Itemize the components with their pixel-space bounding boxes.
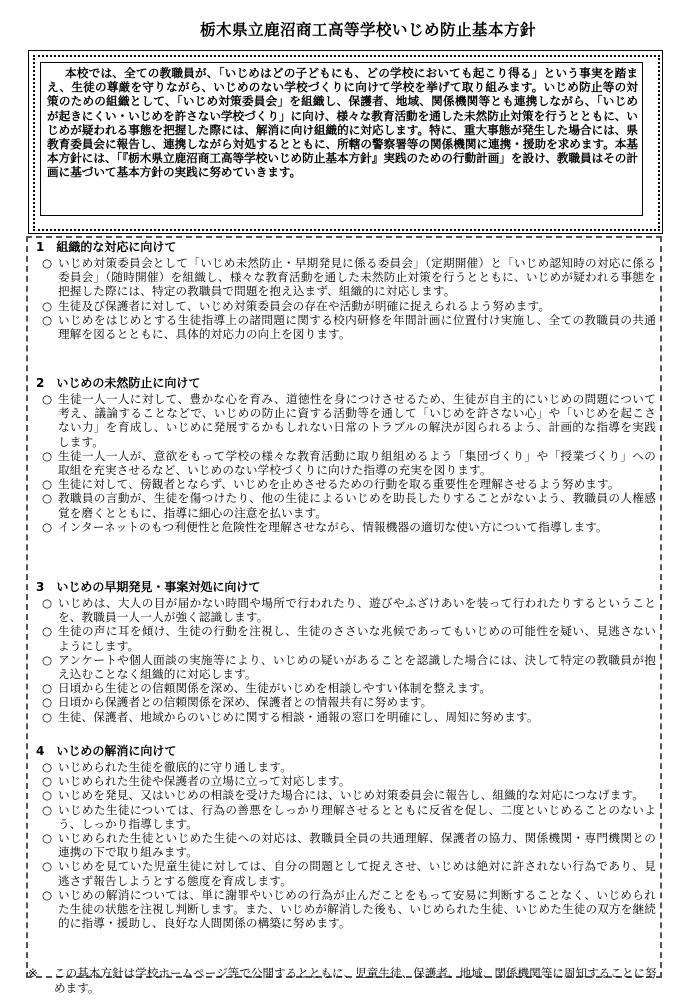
section-4 (36, 744, 656, 930)
list-item: ○ いじめた生徒については、行為の善悪をしっかり理解させるとともに反省を促し、二度といじめることのないよう、しっかり指導します。 (36, 803, 656, 831)
intro-text: 本校では、全ての教職員が、「いじめはどの子どもにも、どの学校においても起こり得る」という事実を踏まえ、生徒の尊厳を守りながら、いじめのない学校づくりに向けて学校を挙げて取り組みます。いじめ防止等の対策のための組織として、「いじめ対策委員会」を組織し、保護者、地域、関係機関等とも連携しながら、「いじめが起きにくい・いじめを許さない学校づくり」に向け、様々な教育活動を通した未然防止対策を行うとともに、いじめが疑われる事態を把握した際には、解消に向け組織的に対応します。特に、重大事態が発生した場合には、県教育委員会に報告し、連携しながら対処するとともに、所轄の警察署等の関係機関に連携・援助を求めます。本基本方針には、「『栃木県立鹿沼商工高等学校いじめ防止基本方針』実践のための行動計画」を設け、教職員はその計画に基づいて基本方針の実践に努めていきます。 (47, 66, 638, 180)
section-heading: 3 いじめの早期発見・事案対処に向けて (36, 580, 261, 594)
bullet-circle-icon: ○ (42, 477, 53, 492)
section-heading: 2 いじめの未然防止に向けて (36, 376, 201, 390)
list-item: ○ いじめをはじめとする生徒指導上の諸問題に関する校内研修を年間計画に位置付け実施し、全ての教職員の共通理解を図るとともに、具体的対応力の向上を図ります。 (36, 313, 656, 341)
bullet-circle-icon: ○ (42, 760, 53, 774)
section-heading: 1 組織的な対応に向けて (36, 240, 177, 254)
bullet-circle-icon: ○ (42, 709, 53, 724)
list-item: ○ 生徒の声に耳を傾け、生徒の行動を注視し、生徒のささいな兆候であってもいじめの可能性を疑い、見逃さないようにします。 (36, 624, 656, 652)
bullet-circle-icon: ○ (42, 652, 53, 667)
list-item: ○ 生徒一人一人が、意欲をもって学校の様々な教育活動に取り組組めるよう「集団づくり」や「授業づくり」への取組を充実させるなど、いじめのない学校づくりに向けた指導の充実を図ります。 (36, 449, 656, 477)
bullet-circle-icon: ○ (42, 788, 53, 803)
bullet-circle-icon: ○ (42, 596, 53, 610)
list-item: ○ 日頃から保護者との信頼関係を深め、保護者との情報共有に努めます。 (36, 695, 656, 709)
bullet-circle-icon: ○ (42, 887, 53, 902)
bullet-circle-icon: ○ (42, 859, 53, 874)
section-3 (36, 580, 656, 724)
list-item: ○ インターネットのもつ利便性と危険性を理解させながら、情報機器の適切な使い方について指導します。 (36, 520, 656, 534)
list-item: ○ いじめられた生徒といじめた生徒への対応は、教職員全員の共通理解、保護者の協力、関係機関・専門機関との連携の下で取り組みます。 (36, 831, 656, 859)
bullet-circle-icon: ○ (42, 298, 53, 313)
page-title: 栃木県立鹿沼商工高等学校いじめ防止基本方針 (200, 21, 537, 39)
list-item: ○ 生徒一人一人に対して、豊かな心を育み、道徳性を身につけさせるため、生徒が自主的にいじめの問題について考え、議論することなどで、いじめの防止に資する活動等を通して「いじめを許さない心」や「いじめを起こさない力」を育成し、いじめに発展するかもしれない日常のトラブルの解決が図られるよう、計画的な指導を実践します。 (36, 392, 656, 449)
intro-box (40, 62, 643, 216)
bullet-circle-icon: ○ (42, 312, 53, 327)
list-item: ○ いじめは、大人の目が届かない時間や場所で行われたり、遊びやふざけあいを装って行われたりするということを、教職員一人一人が強く認識します。 (36, 596, 656, 624)
list-item: ○ 生徒及び保護者に対して、いじめ対策委員会の存在や活動が明確に捉えられるよう努めます。 (36, 299, 656, 313)
list-item: ○ いじめの解消については、単に謝罪やいじめの行為が止んだことをもって安易に判断することなく、いじめられた生徒の状態を注視し判断します。また、いじめが解消した後も、いじめられた生徒、いじめた生徒の双方を継続的に指導・援助し、良好な人間関係の構築に努めます。 (36, 888, 656, 931)
footnote (28, 966, 664, 995)
list-item: ○ いじめられた生徒や保護者の立場に立って対応します。 (36, 774, 656, 788)
bullet-circle-icon: ○ (42, 256, 53, 270)
bullet-circle-icon: ○ (42, 624, 53, 639)
bullet-circle-icon: ○ (42, 392, 53, 406)
list-item: ○ 教職員の言動が、生徒を傷つけたり、他の生徒によるいじめを助長したりすることがないよう、教職員の人権感覚を磨くとともに、指導に細心の注意を払います。 (36, 491, 656, 519)
bullet-circle-icon: ○ (42, 774, 53, 789)
list-item: ○ いじめ対策委員会として「いじめ未然防止・早期発見に係る委員会」（定期開催）と「いじめ認知時の対応に係る委員会」（随時開催）を組織し、様々な教育活動を通した未然防止対策を行うとともに、いじめが疑われる事態を把握した際には、特定の教職員で問題を抱え込まず、組織的に対応します。 (36, 256, 656, 299)
section-2 (36, 376, 656, 534)
section-1 (36, 240, 656, 341)
bullet-circle-icon: ○ (42, 448, 53, 463)
bullet-circle-icon: ○ (42, 519, 53, 534)
section-heading: 4 いじめの解消に向けて (36, 744, 177, 758)
list-item: ○ アンケートや個人面談の実施等により、いじめの疑いがあることを認識した場合には、決して特定の教職員が抱え込むことなく組織的に対応します。 (36, 653, 656, 681)
bullet-circle-icon: ○ (42, 831, 53, 846)
list-item: ○ いじめを見ていた児童生徒に対しては、自分の問題として捉えさせ、いじめは絶対に許されない行為であり、見逃さず報告しようとする態度を育成します。 (36, 859, 656, 887)
list-item: ○ 生徒に対して、傍観者とならず、いじめを止めさせるための行動を取る重要性を理解させるよう努めます。 (36, 477, 656, 491)
bullet-circle-icon: ○ (42, 681, 53, 696)
bullet-circle-icon: ○ (42, 491, 53, 506)
list-item: ○ 日頃から生徒との信頼関係を深め、生徒がいじめを相談しやすい体制を整えます。 (36, 681, 656, 695)
footnote-text: この基本方針は学校ホームページ等で公開するとともに、児童生徒、保護者、地域、関係機関等に周知することに努めます。 (54, 966, 657, 995)
list-item: ○ いじめを発見、又はいじめの相談を受けた場合には、いじめ対策委員会に報告し、組織的な対応につなげます。 (36, 788, 656, 802)
list-item: ○ 生徒、保護者、地域からのいじめに関する相談・通報の窓口を明確にし、周知に努めます。 (36, 710, 656, 724)
bullet-circle-icon: ○ (42, 802, 53, 817)
list-item: ○ いじめられた生徒を徹底的に守り通します。 (36, 760, 656, 774)
bullet-circle-icon: ○ (42, 695, 53, 710)
note-mark-icon: ※ (28, 966, 38, 980)
